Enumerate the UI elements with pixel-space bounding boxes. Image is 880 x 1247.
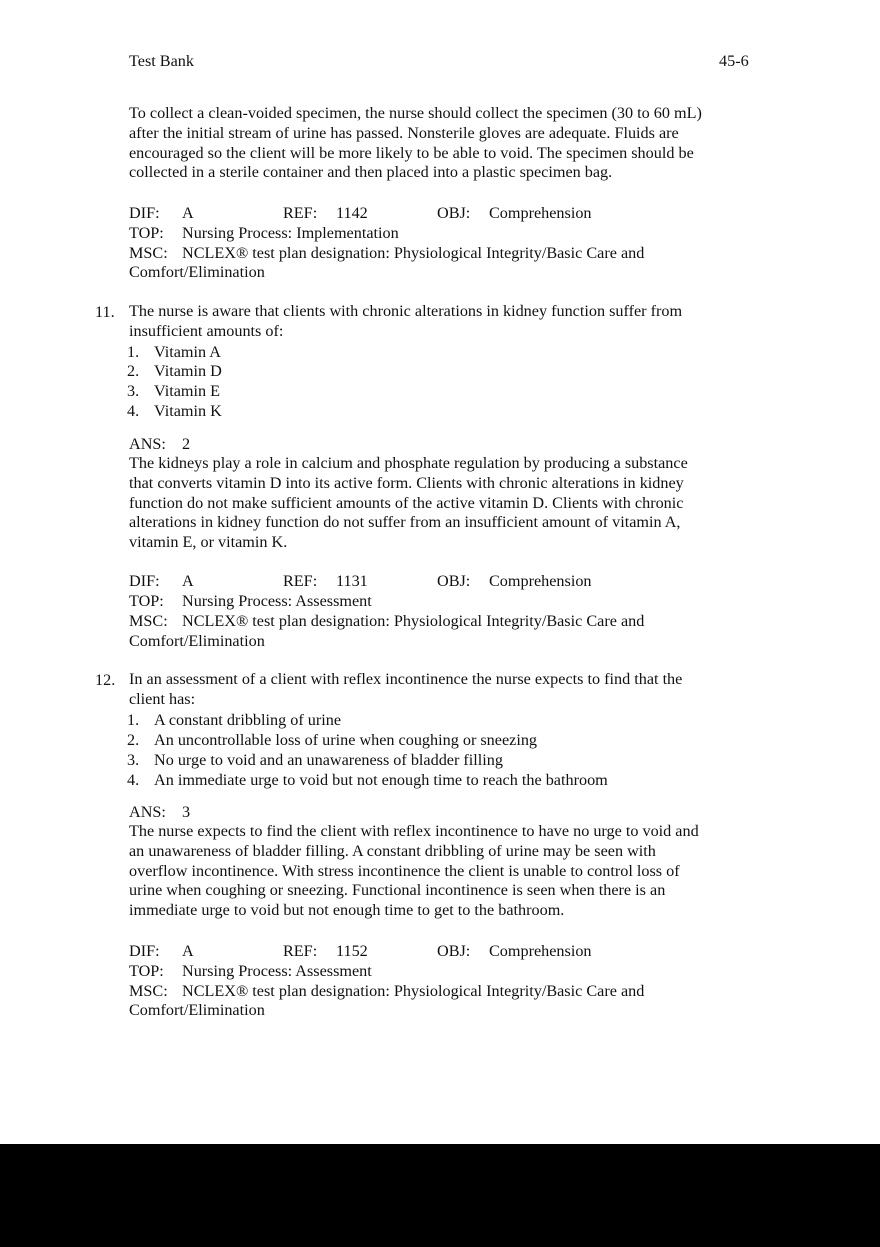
msc-value-cont: Comfort/Elimination xyxy=(129,632,265,650)
obj-label: OBJ: xyxy=(437,204,471,222)
top-value: Nursing Process: Implementation xyxy=(182,224,399,242)
stem-line: client has: xyxy=(129,689,196,708)
ans-label: ANS: xyxy=(129,803,166,821)
top-label: TOP: xyxy=(129,962,164,980)
dif-value: A xyxy=(182,942,194,960)
q10-rationale xyxy=(129,104,749,183)
ref-label: REF: xyxy=(283,942,318,960)
ans-label: ANS: xyxy=(129,435,166,453)
dif-value: A xyxy=(182,572,194,590)
question-number: 12. xyxy=(95,671,116,689)
option-text: An uncontrollable loss of urine when coughing or sneezing xyxy=(154,731,538,749)
top-label: TOP: xyxy=(129,224,164,242)
rationale-line: immediate urge to void but not enough time to get to the bathroom. xyxy=(129,901,565,920)
rationale-line: To collect a clean-voided specimen, the nurse should collect the specimen (30 to 60 mL) xyxy=(129,104,702,122)
msc-label: MSC: xyxy=(129,612,168,630)
rationale-line: alterations in kidney function do not suffer from an insufficient amount of vitamin A, xyxy=(129,513,681,532)
ans-value: 3 xyxy=(182,803,191,821)
option-text: An immediate urge to void but not enough time to reach the bathroom xyxy=(154,771,608,789)
dif-value: A xyxy=(182,204,194,222)
dif-label: DIF: xyxy=(129,942,160,960)
ref-label: REF: xyxy=(283,572,318,590)
rationale-line: function do not make sufficient amounts of the active vitamin D. Clients with chronic xyxy=(129,493,684,512)
dif-label: DIF: xyxy=(129,204,160,222)
msc-value: NCLEX® test plan designation: Physiological Integrity/Basic Care and xyxy=(182,982,645,1000)
msc-label: MSC: xyxy=(129,244,168,262)
option-number: 3. xyxy=(127,751,140,769)
option-number: 2. xyxy=(127,731,140,749)
obj-value: Comprehension xyxy=(489,942,592,960)
rationale-line: The nurse expects to find the client with reflex incontinence to have no urge to void and xyxy=(129,822,699,840)
obj-label: OBJ: xyxy=(437,942,471,960)
ans-value: 2 xyxy=(182,435,191,453)
option-number: 2. xyxy=(127,362,140,380)
option-text: Vitamin D xyxy=(154,362,222,380)
option-text: A constant dribbling of urine xyxy=(154,711,342,729)
stem-line: The nurse is aware that clients with chronic alterations in kidney function suffer from xyxy=(129,302,683,320)
option-text: No urge to void and an unawareness of bladder filling xyxy=(154,751,503,769)
ref-value: 1152 xyxy=(336,942,368,960)
rationale-line: after the initial stream of urine has passed. Nonsterile gloves are adequate. Fluids are xyxy=(129,123,679,142)
q11-rationale xyxy=(129,454,749,553)
ref-value: 1131 xyxy=(336,572,368,590)
bottom-black-bar xyxy=(0,1144,880,1247)
rationale-line: an unawareness of bladder filling. A constant dribbling of urine may be seen with xyxy=(129,841,656,860)
rationale-line: that converts vitamin D into its active form. Clients with chronic alterations in kidney xyxy=(129,473,684,492)
stem-line: insufficient amounts of: xyxy=(129,321,284,340)
rationale-line: The kidneys play a role in calcium and phosphate regulation by producing a substance xyxy=(129,454,688,472)
option-number: 3. xyxy=(127,382,140,400)
rationale-line: encouraged so the client will be more likely to be able to void. The specimen should be xyxy=(129,143,694,162)
question-number: 11. xyxy=(95,303,115,321)
msc-value: NCLEX® test plan designation: Physiological Integrity/Basic Care and xyxy=(182,612,645,630)
top-value: Nursing Process: Assessment xyxy=(182,592,372,610)
obj-value: Comprehension xyxy=(489,204,592,222)
running-header-title: Test Bank xyxy=(129,52,194,70)
rationale-line: urine when coughing or sneezing. Functional incontinence is seen when there is an xyxy=(129,881,666,900)
stem-line: In an assessment of a client with reflex incontinence the nurse expects to find that the xyxy=(129,670,683,688)
option-number: 4. xyxy=(127,771,140,789)
top-label: TOP: xyxy=(129,592,164,610)
top-value: Nursing Process: Assessment xyxy=(182,962,372,980)
question-stem xyxy=(129,302,682,342)
obj-label: OBJ: xyxy=(437,572,471,590)
page-number: 45-6 xyxy=(719,52,749,70)
option-number: 1. xyxy=(127,343,140,361)
q12-rationale xyxy=(129,822,749,921)
option-text: Vitamin A xyxy=(154,343,221,361)
ref-value: 1142 xyxy=(336,204,368,222)
rationale-line: collected in a sterile container and then placed into a plastic specimen bag. xyxy=(129,163,613,182)
rationale-line: vitamin E, or vitamin K. xyxy=(129,533,288,552)
ref-label: REF: xyxy=(283,204,318,222)
option-number: 1. xyxy=(127,711,140,729)
msc-value: NCLEX® test plan designation: Physiological Integrity/Basic Care and xyxy=(182,244,645,262)
option-text: Vitamin E xyxy=(154,382,221,400)
dif-label: DIF: xyxy=(129,572,160,590)
rationale-line: overflow incontinence. With stress incontinence the client is unable to control loss of xyxy=(129,861,680,880)
question-stem xyxy=(129,670,682,710)
option-text: Vitamin K xyxy=(154,402,222,420)
msc-value-cont: Comfort/Elimination xyxy=(129,1001,265,1019)
msc-label: MSC: xyxy=(129,982,168,1000)
obj-value: Comprehension xyxy=(489,572,592,590)
option-number: 4. xyxy=(127,402,140,420)
msc-value-cont: Comfort/Elimination xyxy=(129,263,265,281)
